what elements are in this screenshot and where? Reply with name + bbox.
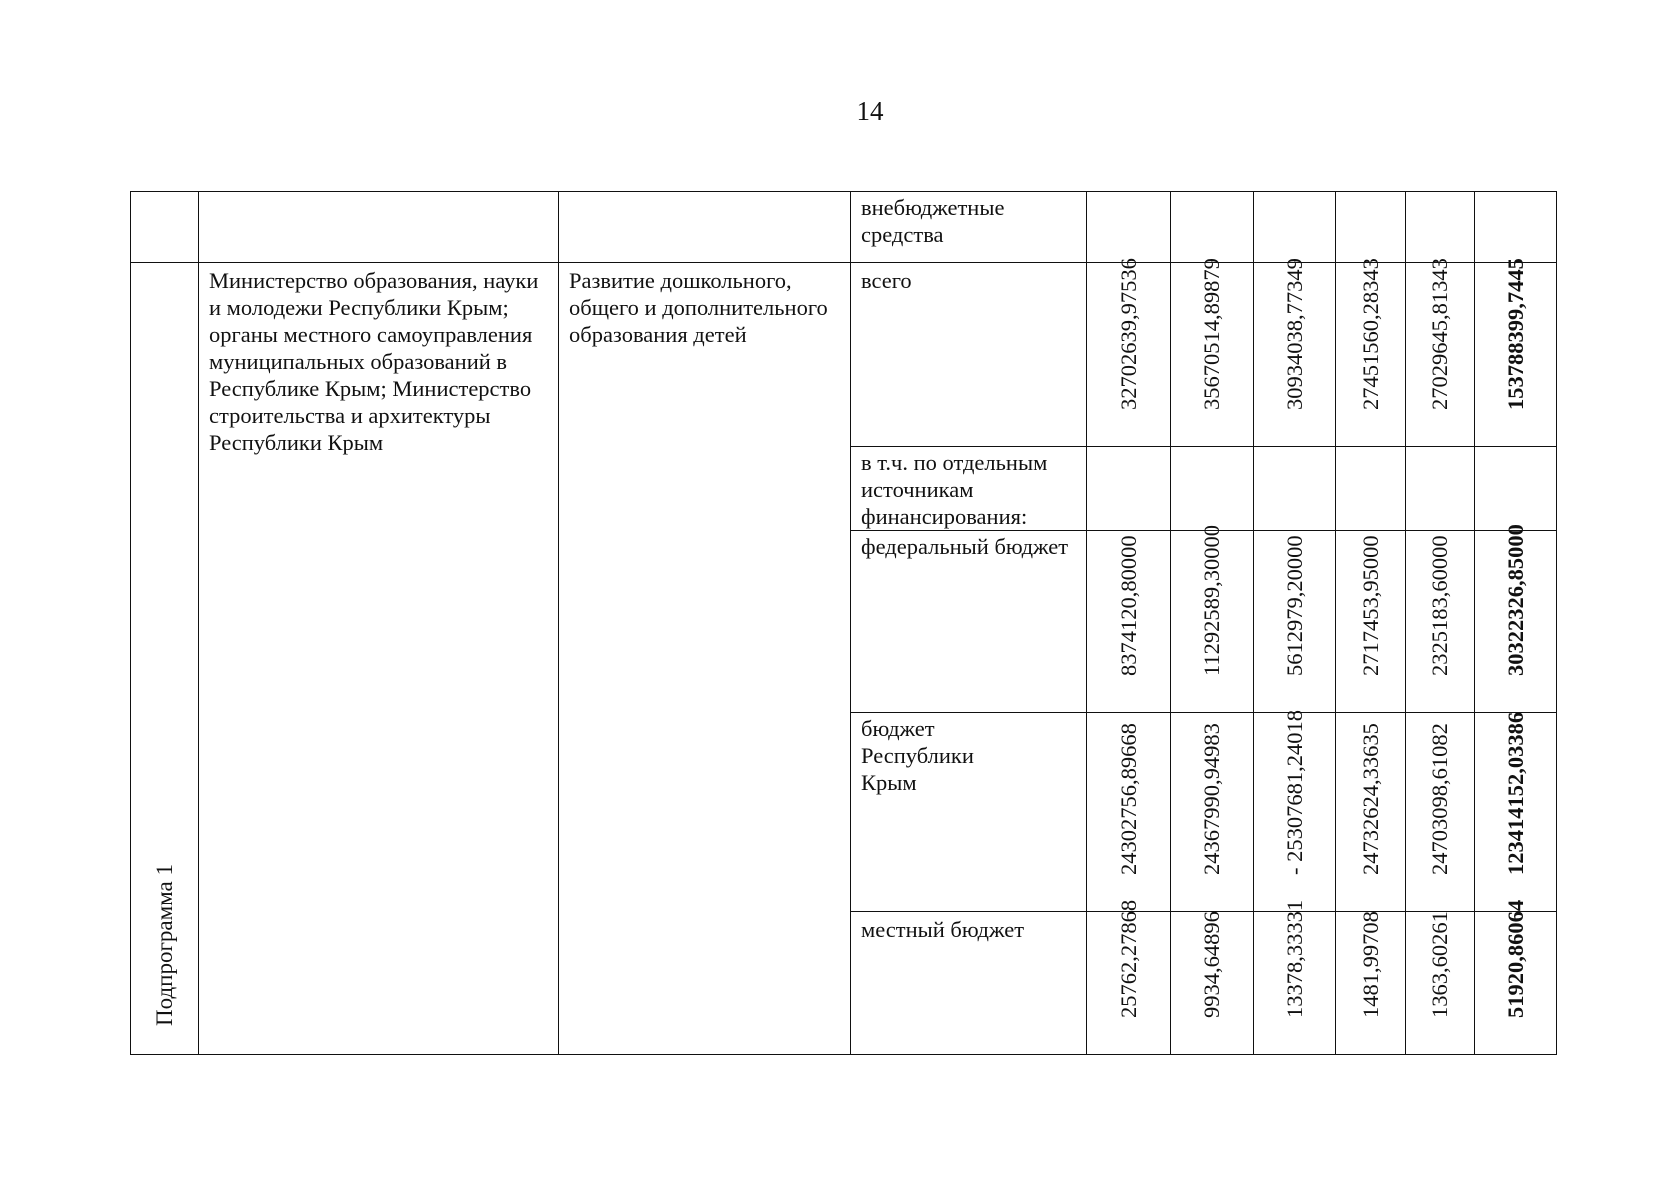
value-text: 1481,99708	[1357, 911, 1383, 1018]
value-cell	[1254, 710, 1336, 912]
source-cell	[851, 912, 1087, 1055]
value-text: 9934,64896	[1199, 911, 1224, 1018]
value-text: 27029645,81343	[1427, 258, 1452, 410]
value-text: 5612979,20000	[1281, 535, 1307, 676]
value-cell	[1406, 713, 1475, 912]
value-text: 35670514,89879	[1199, 258, 1224, 410]
value-cell	[1087, 258, 1171, 447]
source-cell	[851, 531, 1087, 713]
empty-cell	[1171, 447, 1254, 531]
value-cell	[1087, 531, 1171, 713]
activity-text: Развитие дошкольного, общего и дополнительного образования детей	[569, 268, 828, 347]
executor-text: Министерство образования, науки и молодежи Республики Крым; органы местного самоуправления муниципальных образований в Республике Крым; Министерство строительства и архитектуры Республики Крым	[209, 268, 539, 455]
empty-cell	[1087, 192, 1171, 263]
empty-cell	[1475, 447, 1557, 531]
value-cell	[1254, 899, 1336, 1055]
value-cell	[1336, 258, 1406, 447]
value-text: 24367990,94983	[1199, 723, 1224, 875]
empty-cell	[1087, 447, 1171, 531]
value-text: 2717453,95000	[1357, 535, 1383, 676]
empty-cell	[1171, 192, 1254, 263]
table-row	[131, 192, 1557, 263]
empty-cell	[1406, 192, 1475, 263]
value-text: - 25307681,24018	[1281, 710, 1307, 875]
empty-cell	[1475, 192, 1557, 263]
total-text: 51920,86064	[1502, 899, 1528, 1018]
value-text: 25762,27868	[1115, 899, 1141, 1018]
source-cell	[851, 447, 1087, 531]
value-text: 2325183,60000	[1427, 535, 1452, 676]
value-cell	[1171, 258, 1254, 447]
total-cell	[1475, 713, 1557, 912]
total-text: 123414152,03386	[1502, 711, 1528, 875]
value-text: 32702639,97536	[1115, 258, 1141, 410]
source-label: местный бюджет	[861, 917, 1025, 942]
value-cell	[1254, 531, 1336, 713]
empty-cell	[199, 192, 559, 263]
empty-cell	[131, 192, 199, 263]
value-cell	[1254, 258, 1336, 447]
source-label: бюджет Республики Крым	[861, 716, 974, 795]
table-row	[131, 263, 1557, 447]
value-text: 1363,60261	[1427, 911, 1452, 1018]
source-label: всего	[861, 268, 912, 293]
value-text: 11292589,30000	[1199, 524, 1224, 676]
value-cell	[1171, 713, 1254, 912]
source-cell	[851, 263, 1087, 447]
activity-cell	[559, 263, 851, 1055]
value-cell	[1087, 713, 1171, 912]
value-cell	[1336, 912, 1406, 1055]
value-text: 27451560,28343	[1357, 258, 1383, 410]
total-cell	[1475, 258, 1557, 447]
value-cell	[1406, 258, 1475, 447]
total-text: 153788399,7445	[1502, 258, 1528, 410]
value-text: 24302756,89668	[1115, 723, 1141, 875]
empty-cell	[1336, 192, 1406, 263]
source-cell	[851, 713, 1087, 912]
empty-cell	[1406, 447, 1475, 531]
empty-cell	[1254, 192, 1336, 263]
value-cell	[1171, 524, 1254, 713]
empty-cell	[559, 192, 851, 263]
source-label: внебюджетные средства	[861, 195, 1005, 247]
value-text: 24703098,61082	[1427, 723, 1452, 875]
value-cell	[1336, 531, 1406, 713]
source-label: в т.ч. по отдельным источникам финансирования:	[861, 450, 1048, 529]
total-text: 30322326,85000	[1502, 524, 1528, 676]
executor-cell	[199, 263, 559, 1055]
value-cell	[1336, 713, 1406, 912]
value-text: 30934038,77349	[1281, 258, 1307, 410]
value-text: 8374120,80000	[1115, 535, 1141, 676]
value-cell	[1406, 912, 1475, 1055]
source-cell	[851, 192, 1087, 263]
subprogram-label: Подпрограмма 1	[151, 863, 177, 1026]
value-cell	[1406, 531, 1475, 713]
budget-table	[130, 191, 1557, 1055]
empty-cell	[1254, 447, 1336, 531]
total-cell	[1475, 899, 1557, 1055]
value-text: 24732624,33635	[1357, 723, 1383, 875]
value-cell	[1087, 899, 1171, 1055]
value-cell	[1171, 912, 1254, 1055]
empty-cell	[1336, 447, 1406, 531]
page-number: 14	[856, 96, 884, 126]
subprogram-cell	[131, 263, 199, 1055]
value-text: 13378,33331	[1281, 899, 1307, 1018]
total-cell	[1475, 524, 1557, 713]
source-label: федеральный бюджет	[861, 534, 1069, 559]
